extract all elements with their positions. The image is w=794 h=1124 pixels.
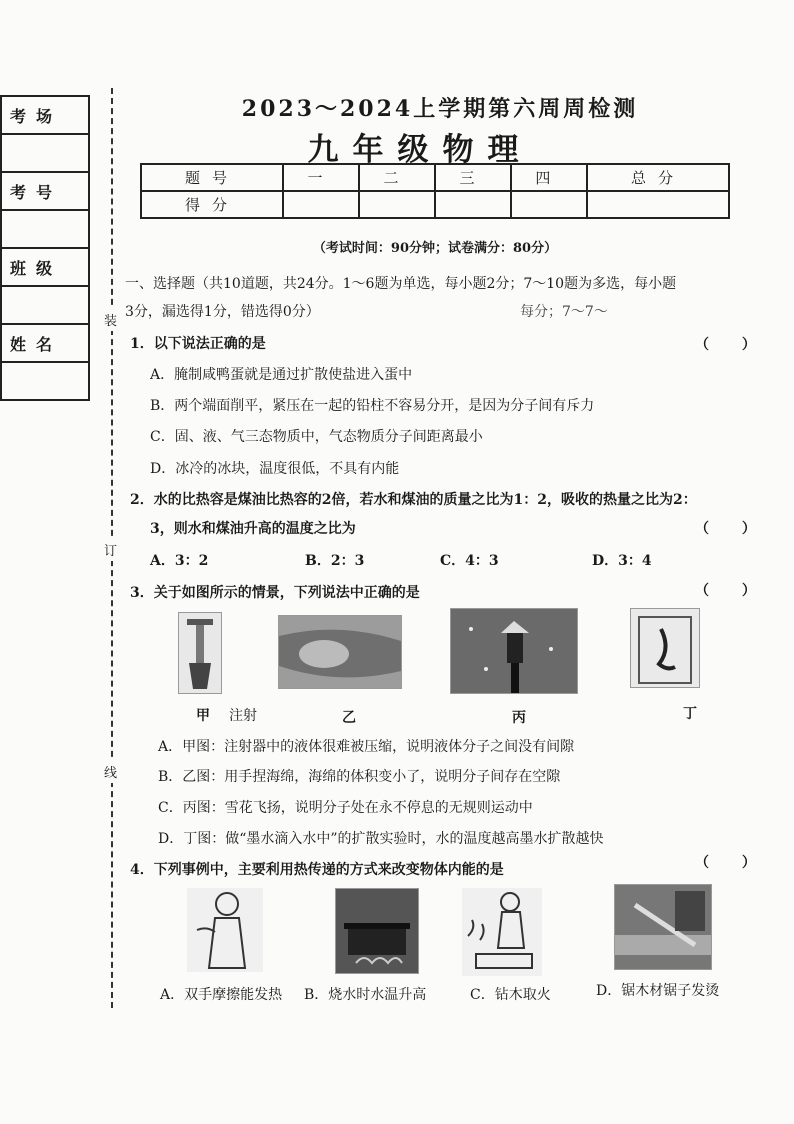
score-header-1: 一	[283, 164, 359, 191]
fig-label-yi: 乙	[342, 710, 356, 726]
q2-stem-line2: 3，则水和煤油升高的温度之比为	[150, 521, 356, 537]
q1-answer-paren[interactable]: （ ）	[695, 337, 770, 353]
room-label: 考场	[1, 96, 89, 134]
score-header-total: 总分	[587, 164, 729, 191]
q1-option-c: C．固、液、气三态物质中，气态物质分子间距离最小	[150, 429, 483, 445]
score-header-2: 二	[359, 164, 435, 191]
score-row-label: 得分	[141, 191, 283, 218]
subject-title: 九年级物理	[307, 132, 533, 168]
score-cell-2[interactable]	[359, 191, 435, 218]
q1-option-b: B．两个端面削平，紧压在一起的铅柱不容易分开，是因为分子间有斥力	[150, 398, 595, 414]
binding-mark-zhuang: 装	[104, 308, 117, 331]
q3-option-d: D．丁图：做“墨水滴入水中”的扩散实验时，水的温度越高墨水扩散越快	[158, 831, 604, 847]
class-blank[interactable]	[1, 286, 89, 324]
ink-beaker-image	[630, 608, 700, 688]
exam-number-label: 考号	[1, 172, 89, 210]
q2-answer-paren[interactable]: （ ）	[695, 521, 770, 537]
person-rubbing-hands-icon	[187, 888, 263, 972]
score-header-3: 三	[435, 164, 511, 191]
fig-label-bing: 丙	[512, 710, 526, 726]
exam-note: （考试时间：90分钟；试卷满分：80分）	[312, 241, 558, 256]
fig-label-jia: 甲	[196, 708, 210, 724]
q2-option-c: C．4：3	[440, 553, 499, 569]
binding-mark-ding: 订	[104, 538, 117, 561]
examinee-info-table	[0, 95, 90, 401]
exam-title: 2023～2024上学期第六周周检测	[241, 96, 639, 122]
q4-option-c: C．钻木取火	[470, 987, 551, 1003]
hand-squeezing-sponge-icon	[279, 616, 401, 688]
street-lamp-icon	[451, 609, 577, 693]
q4-option-d: D．锯木材锯子发烫	[596, 983, 720, 999]
q4-stem: 4．下列事例中，主要利用热传递的方式来改变物体内能的是	[130, 862, 504, 878]
q4-answer-paren[interactable]: （ ）	[695, 855, 770, 871]
q2-stem-line1: 2．水的比热容是煤油比热容的2倍，若水和煤油的质量之比为1：2，吸收的热量之比为2：	[130, 492, 697, 508]
drilling-fire-image	[462, 888, 542, 976]
q4-option-b: B．烧水时水温升高	[304, 987, 427, 1003]
handwritten-note: 每分；7～7～	[520, 304, 608, 320]
score-header-label: 题号	[141, 164, 283, 191]
q1-option-d: D．冰冷的冰块，温度很低，不具有内能	[150, 461, 400, 477]
room-blank[interactable]	[1, 134, 89, 172]
section1-heading	[125, 270, 755, 326]
sawing-wood-image	[614, 884, 712, 970]
q3-option-c: C．丙图：雪花飞扬，说明分子处在永不停息的无规则运动中	[158, 800, 533, 816]
class-label: 班级	[1, 248, 89, 286]
pot-on-stove-icon	[336, 889, 418, 973]
saw-cutting-wood-icon	[615, 885, 711, 969]
rubbing-hands-image	[187, 888, 263, 972]
sponge-image	[278, 615, 402, 689]
score-table	[140, 163, 730, 219]
section1-heading-line2: 3分，漏选得1分，错选得0分）	[125, 304, 320, 320]
score-cell-1[interactable]	[283, 191, 359, 218]
q2-option-a: A．3：2	[150, 553, 209, 569]
q1-option-a: A．腌制咸鸭蛋就是通过扩散使盐进入蛋中	[150, 367, 413, 383]
exam-number-blank[interactable]	[1, 210, 89, 248]
q4-option-a: A．双手摩擦能发热	[160, 987, 283, 1003]
fig-label-ding: 丁	[683, 706, 697, 722]
score-cell-total[interactable]	[587, 191, 729, 218]
person-drilling-wood-icon	[462, 888, 542, 976]
q3-option-a: A．甲图：注射器中的液体很难被压缩，说明液体分子之间没有间隙	[158, 739, 575, 755]
q3-option-b: B．乙图：用手捏海绵，海绵的体积变小了，说明分子间存在空隙	[158, 769, 561, 785]
syringe-icon	[179, 613, 221, 693]
q2-option-d: D．3：4	[592, 553, 652, 569]
score-cell-3[interactable]	[435, 191, 511, 218]
score-cell-4[interactable]	[511, 191, 587, 218]
section1-heading-line1: 一、选择题（共10道题，共24分。1～6题为单选，每小题2分；7～10题为多选，每小题	[125, 276, 677, 292]
beaker-ink-icon	[631, 609, 699, 687]
syringe-image	[178, 612, 222, 694]
q1-stem: 1．以下说法正确的是	[130, 336, 266, 352]
q3-stem: 3．关于如图所示的情景，下列说法中正确的是	[130, 585, 420, 601]
name-label: 姓名	[1, 324, 89, 362]
binding-mark-xian: 线	[104, 760, 117, 783]
snowfall-lamp-image	[450, 608, 578, 694]
fig-note-injection: 注射	[229, 708, 257, 724]
name-blank[interactable]	[1, 362, 89, 400]
boiling-pot-image	[335, 888, 419, 974]
q3-answer-paren[interactable]: （ ）	[695, 583, 770, 599]
score-header-4: 四	[511, 164, 587, 191]
q2-option-b: B．2：3	[305, 553, 365, 569]
